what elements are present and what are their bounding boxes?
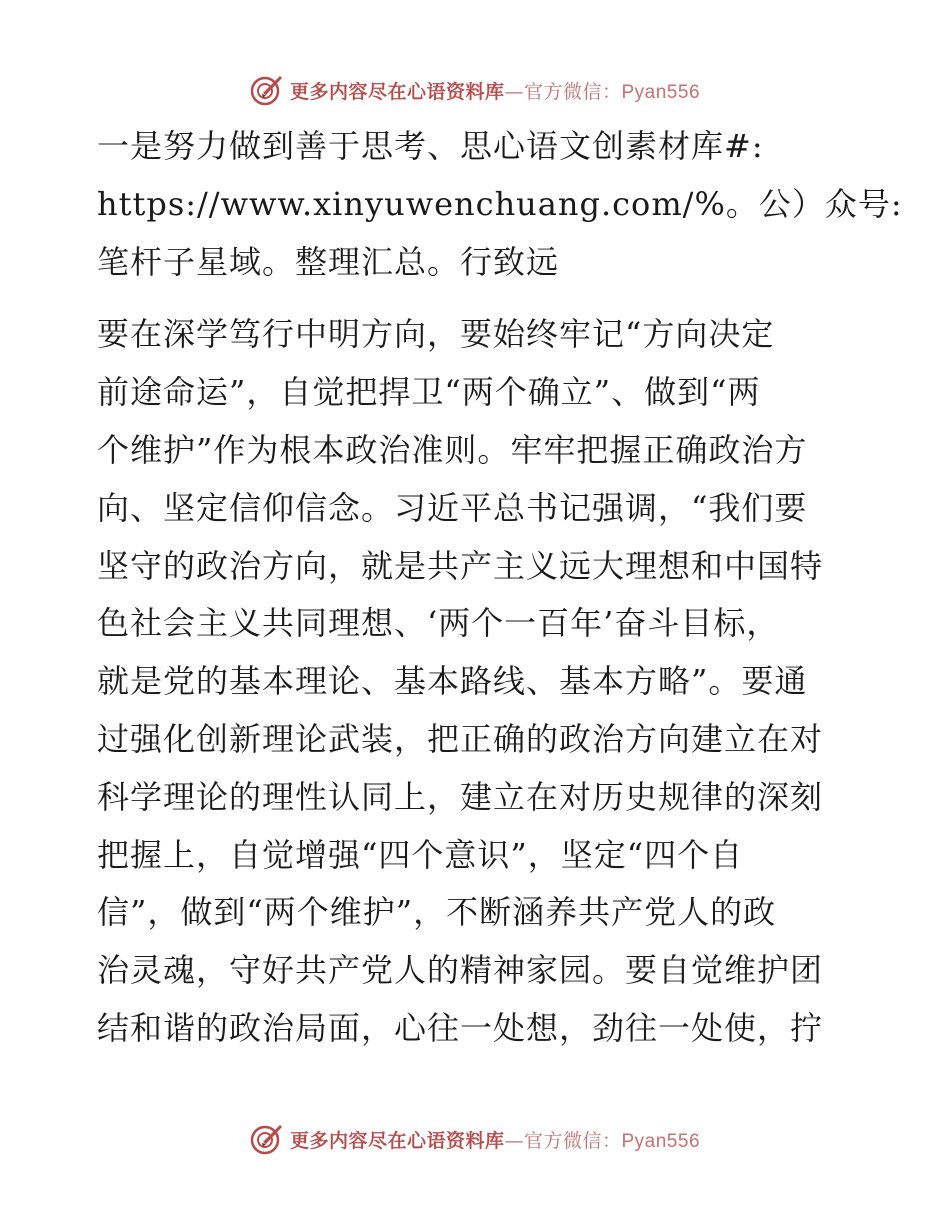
watermark-wechat-label: 官方微信： [523, 80, 622, 103]
quill-logo-icon [250, 1122, 284, 1156]
watermark-separator: — [504, 1129, 524, 1152]
watermark-handle: Pyan556 [621, 81, 701, 103]
text-line: 过强化创新理论武装，把正确的政治方向建立在对 [97, 719, 824, 758]
text-line: 向、坚定信仰信念。习近平总书记强调，“我们要 [97, 488, 808, 527]
watermark-separator: — [504, 80, 524, 103]
text-line: 一是努力做到善于思考、思心语文创素材库#: [97, 127, 764, 165]
text-line: 结和谐的政治局面，心往一处想，劲往一处使，拧 [97, 1008, 824, 1047]
paragraph-intro [97, 118, 903, 291]
watermark-main-text: 更多内容尽在心语资料库 [289, 80, 505, 103]
text-line: 笔杆子星域。整理汇总。行致远 [97, 242, 560, 281]
text-line: 个维护”作为根本政治准则。牢牢把握正确政治方 [97, 430, 808, 469]
text-line: 要在深学笃行中明方向，要始终牢记“方向决定 [97, 315, 775, 354]
watermark-wechat-label: 官方微信： [523, 1129, 622, 1152]
paragraph-direction [97, 306, 857, 1057]
text-line: 把握上，自觉增强“四个意识”，坚定“四个自 [97, 835, 744, 874]
footer-watermark [0, 1119, 950, 1159]
watermark-text [290, 77, 700, 104]
text-line: 就是党的基本理论、基本路线、基本方略”。要通 [97, 662, 808, 701]
watermark-main-text: 更多内容尽在心语资料库 [289, 1129, 505, 1152]
text-line: 前途命运”，自觉把捍卫“两个确立”、做到“两 [97, 373, 761, 412]
header-watermark [0, 70, 950, 110]
watermark-text [290, 1126, 700, 1153]
text-line-url: https://www.xinyuwenchuang.com/%。公）众号: [97, 184, 903, 223]
text-line: 信”，做到“两个维护”，不断涵养共产党人的政 [97, 893, 777, 932]
text-line: 科学理论的理性认同上，建立在对历史规律的深刻 [97, 777, 824, 816]
quill-logo-icon [250, 73, 284, 107]
document-body [97, 118, 903, 1058]
text-line: 色社会主义共同理想、‘两个一百年’奋斗目标， [97, 604, 780, 643]
text-line: 坚守的政治方向，就是共产主义远大理想和中国特 [97, 546, 824, 585]
watermark-handle: Pyan556 [621, 1130, 701, 1152]
text-line: 治灵魂，守好共产党人的精神家园。要自觉维护团 [97, 951, 824, 990]
